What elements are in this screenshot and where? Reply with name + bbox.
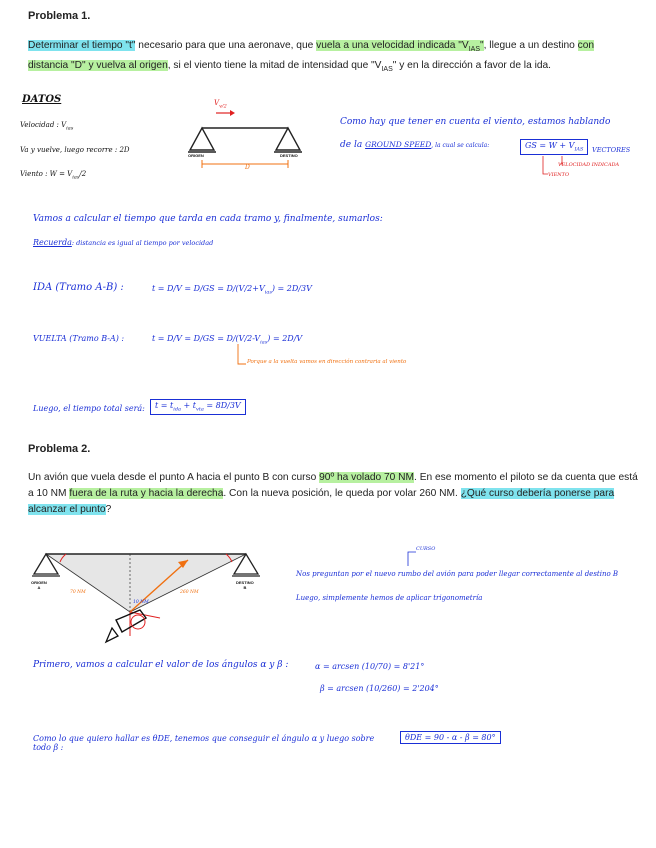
statement-highlight: fuera de la ruta y hacia la derecha [69,488,224,499]
datos-distancia: Va y vuelve, luego recorre : 2D [20,146,130,154]
calc-intro: Vamos a calcular el tiempo que tarda en cada tramo y, finalmente, sumarlos: [33,214,383,224]
statement-highlight: con distancia "D" y vuelva al origen [28,40,595,72]
annotation-arrows [540,154,600,178]
triangle-diagram [20,540,280,650]
curso-tag: CURSO [416,546,436,552]
vuelta-arrow [236,344,248,370]
p2-note-2: Luego, simplemente hemos de aplicar trigonometría [296,594,483,602]
problem-2-title: Problema 2. [28,443,91,455]
wind-label: $V_{v/2}$ [214,99,227,110]
statement-highlight: ¿Qué curso debería ponerse para alcanzar el punto [28,488,615,515]
result-box: θDE = 90 - α - β = 80° [400,731,501,744]
dest-label-2: DESTINO B [236,580,254,590]
vectores-note: VECTORES [592,146,631,154]
problem-1-statement [28,38,628,78]
beta-equation: β = arcsen (10/260) = 2'204° [320,684,439,693]
statement-highlight: vuela a una velocidad indicada "$V_{IAS}$" [316,40,484,54]
como-line: Como lo que quiero hallar es θDE, tenemos que conseguir el ángulo α y luego sobre todo β : [33,734,375,752]
vel-annotation: VELOCIDAD INDICADA [558,162,620,168]
problem-1-title: Problema 1. [28,10,91,22]
ida-label: IDA (Tramo A-B) : [33,282,124,293]
total-label: Luego, el tiempo total será: [33,404,145,413]
origin-label: ORIGEN [188,153,204,158]
ground-speed-note-2: de la GROUND SPEED, la cual se calcula: [340,140,490,150]
distance-label: D [245,164,250,171]
datos-viento: Viento : $W = V_{ias}/2$ [20,170,87,181]
primero-line: Primero, vamos a calcular el valor de los ángulos α y β : [33,660,289,670]
vuelta-label: VUELTA (Tramo B-A) : [33,334,125,343]
datos-velocidad: Velocidad : $V_{ias}$ [20,121,74,132]
origin-label-2: ORIGEN A [31,580,47,590]
statement-text: , llegue a un destino [483,40,578,51]
problem-2-statement: Un avión que vuela desde el punto A hacia el punto B con curso 90º ha volado 70 NM. En ese momento el piloto se da cuenta que está a 10 NM fuera de la ruta y hacia la derecha. Con la nueva posición, le queda por volar 260 NM. ¿Qué curso debería ponerse para alcanzar el punto? [28,472,638,515]
statement-text: necesario para que una aeronave, que [135,40,317,51]
ground-speed-note: Como hay que tener en cuenta el viento, estamos hablando [340,117,611,127]
recuerda-line: Recuerda: distancia es igual al tiempo por velocidad [33,238,214,247]
dist-70-label: 70 NM [70,590,86,595]
dest-label: DESTINO [280,153,298,158]
total-formula-box: $t = t_{ida} + t_{vta} = 8D/3V$ [150,399,246,415]
dist-260-label: 260 NM [180,590,199,595]
p2-note-1: Nos preguntan por el nuevo rumbo del avión para poder llegar correctamente al destino B [296,570,619,578]
dist-10-label: 10 NM [133,600,149,605]
ida-formula: $t = D/V = D/GS = D/(V/2+V_{ias}) = 2D/3V$ [152,284,312,296]
datos-title: DATOS [22,94,62,105]
gs-formula-box: GS = $W + V_{IAS}$ [520,139,588,155]
vuelta-formula: $t = D/V = D/GS = D/(V/2-V_{ias}) = 2D/V$ [152,334,303,346]
route-diagram [180,100,320,180]
viento-annotation: VIENTO [548,172,570,178]
statement-highlight: 90º ha volado 70 NM [319,472,415,483]
statement-highlight: Determinar el tiempo "t" [28,40,136,51]
statement-text: , si el viento tiene la mitad de intensidad que "$V_{IAS}$" y en la dirección a favor de la ida. [167,60,551,74]
alpha-equation: α = arcsen (10/70) = 8'21° [315,662,425,671]
vuelta-note: Porque a la vuelta vamos en dirección contraria al viento [247,359,407,365]
